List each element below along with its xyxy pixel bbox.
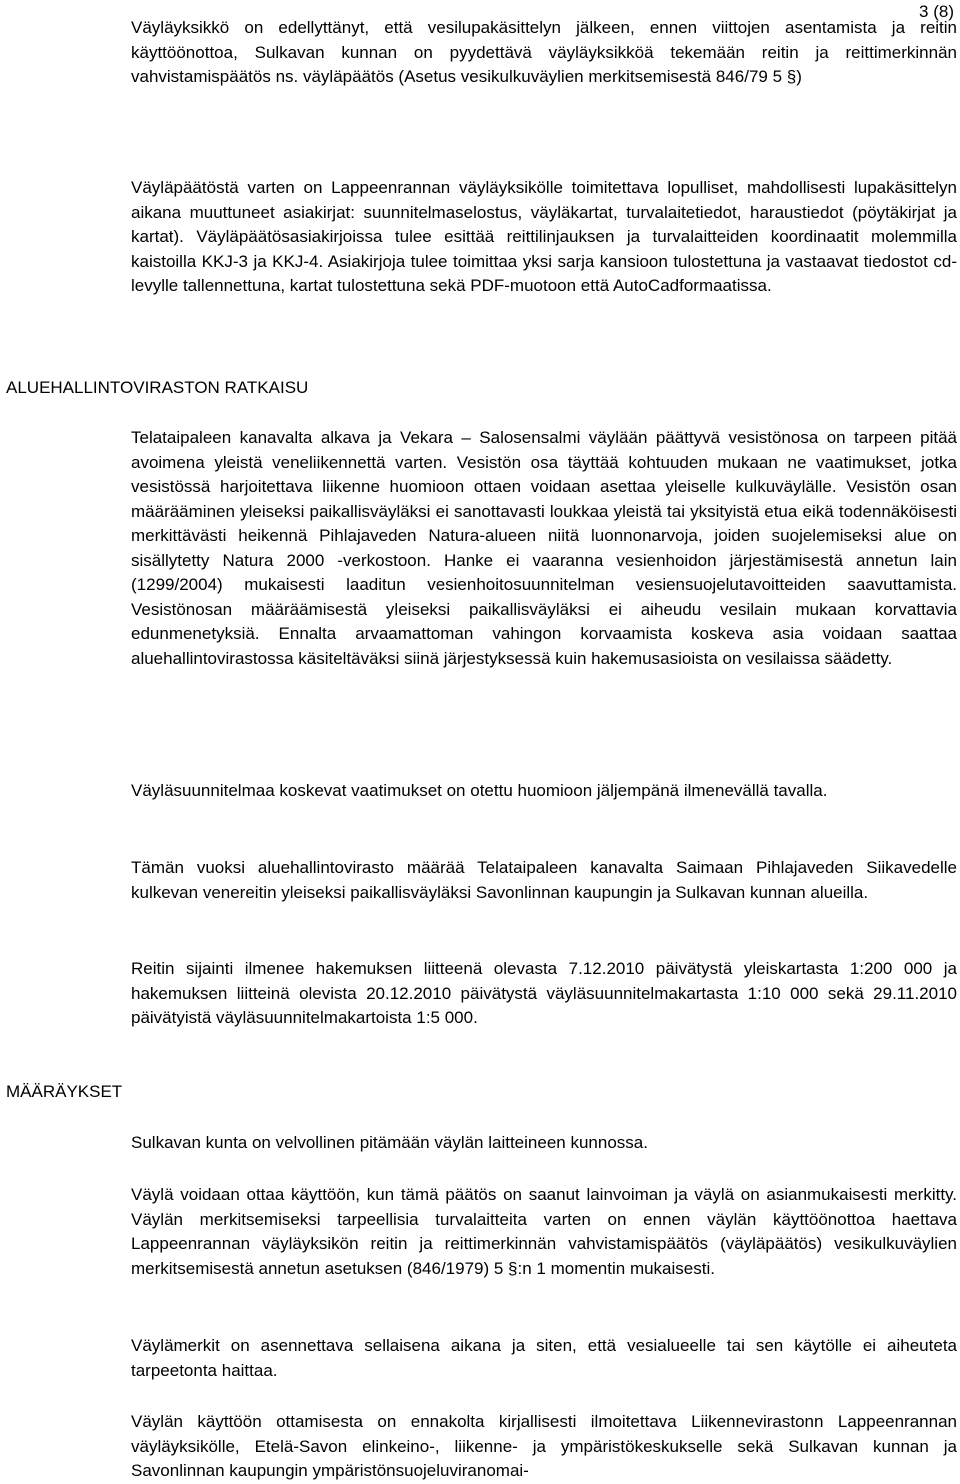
paragraph-vaylapaatos-documents: Väyläpäätöstä varten on Lappeenrannan väyläyksikölle toimitettava lopulliset, mahdollisesti lupakäsittelyn aikana muuttuneet asiakirjat: suunnitelmaselostus, väyläkartat, turvalaitetiedot, haraustiedot (pöytäkirjat ja kartat). Väyläpäätösasiakirjoissa tulee esittää reittilinjauksen ja turvalaitteiden koordinaatit molemmilla kaistoilla KKJ-3 ja KKJ-4. Asiakirjoja tulee toimittaa yksi sarja kansioon tulostettuna ja vastaavat tiedostot cd-levylle tallennettuna, kartat tulostettuna sekä PDF-muotoon että AutoCadformaatissa. (131, 178, 957, 295)
paragraph-kayttoonotto: Väylä voidaan ottaa käyttöön, kun tämä päätös on saanut lainvoiman ja väylä on asianmukaisesti merkitty. Väylän merkitsemiseksi tarpeellisia turvalaitteita varten on ennen väylän käyttöönottoa haettava Lappeenrannan väyläyksikön reitin ja reittimerkinnän vahvistamispäätös (väyläpäätös) vesikulkuväylien merkitsemisestä annetun asetuksen (846/1979) 5 §:n 1 momentin mukaisesti. (131, 1185, 957, 1278)
paragraph-vaylasuunnitelma: Väyläsuunnitelmaa koskevat vaatimukset on otettu huomioon jäljempänä ilmenevällä tavalla. (131, 781, 828, 800)
paragraph-reitin-sijainti: Reitin sijainti ilmenee hakemuksen liitteenä olevasta 7.12.2010 päivätystä yleiskartasta 1:200 000 ja hakemuksen liitteinä olevista 20.12.2010 päivätystä väyläsuunnitelmakartasta 1:10 000 sekä 29.11.2010 päivätyistä väyläsuunnitelmakartoista 1:5 000. (131, 959, 957, 1027)
paragraph-vaylayksikko-requirement: Väyläyksikkö on edellyttänyt, että vesilupakäsittelyn jälkeen, ennen viittojen asentamista ja reitin käyttöönottoa, Sulkavan kunnan on pyydettävä väyläyksikköä tekemään reitin ja reittimerkinnän vahvistamispäätös ns. väyläpäätös (Asetus vesikulkuväylien merkitsemisestä 846/79 5 §) (131, 18, 957, 86)
paragraph-ratkaisu-main: Telataipaleen kanavalta alkava ja Vekara – Salosensalmi väylään päättyvä vesistönosa on tarpeen pitää avoimena yleistä veneliikennettä varten. Vesistön osa täyttää kohtuuden mukaan ne vaatimukset, jotka vesistössä harjoitettava liikenne huomioon ottaen voidaan asettaa yleiselle kulkuväylälle. Vesistön osan määrääminen yleiseksi paikallisväyläksi ei sanottavasti loukkaa yleistä tai yksityistä etua eikä todennäköisesti merkittävästi heikennä Pihlajaveden Natura-alueen niitä luonnonarvoja, joiden suojelemiseksi alue on sisällytetty Natura 2000 -verkostoon. Hanke ei vaaranna vesienhoidon järjestämisestä annetun lain (1299/2004) mukaisesti laaditun vesienhoitosuunnitelman vesiensuojelutavoitteiden saavuttamista. Vesistönosan määräämisestä yleiseksi paikallisväyläksi ei aiheudu vesilain mukaan korvattavia edunmenetyksiä. Ennalta arvaamattoman vahingon korvaamista koskeva asia voidaan saattaa aluehallintovirastossa käsiteltäväksi siinä järjestyksessä kuin hakemusasioista on vesilaissa säädetty. (131, 428, 957, 668)
page-number: 3 (8) (919, 2, 954, 21)
paragraph-kunnossapito: Sulkavan kunta on velvollinen pitämään väylän laitteineen kunnossa. (131, 1133, 648, 1152)
heading-aluehallintoviraston-ratkaisu: ALUEHALLINTOVIRASTON RATKAISU (6, 378, 309, 397)
paragraph-ilmoitus: Väylän käyttöön ottamisesta on ennakolta kirjallisesti ilmoitettava Liikennevirastonn Lappeenrannan väyläyksikölle, Etelä-Savon elinkeino-, liikenne- ja ympäristökeskukselle sekä Sulkavan kunnan ja Savonlinnan kaupungin ympäristönsuojeluviranomai- (131, 1412, 957, 1480)
paragraph-maarays-paikallisvayla: Tämän vuoksi aluehallintovirasto määrää Telataipaleen kanavalta Saimaan Pihlajaveden Siikavedelle kulkevan venereitin yleiseksi paikallisväyläksi Savonlinnan kaupungin ja Sulkavan kunnan alueilla. (131, 858, 957, 902)
paragraph-vaylamerkit: Väylämerkit on asennettava sellaisena aikana ja siten, että vesialueelle tai sen käytölle ei aiheuteta tarpeetonta haittaa. (131, 1336, 957, 1380)
heading-maaraykset: MÄÄRÄYKSET (6, 1082, 123, 1101)
